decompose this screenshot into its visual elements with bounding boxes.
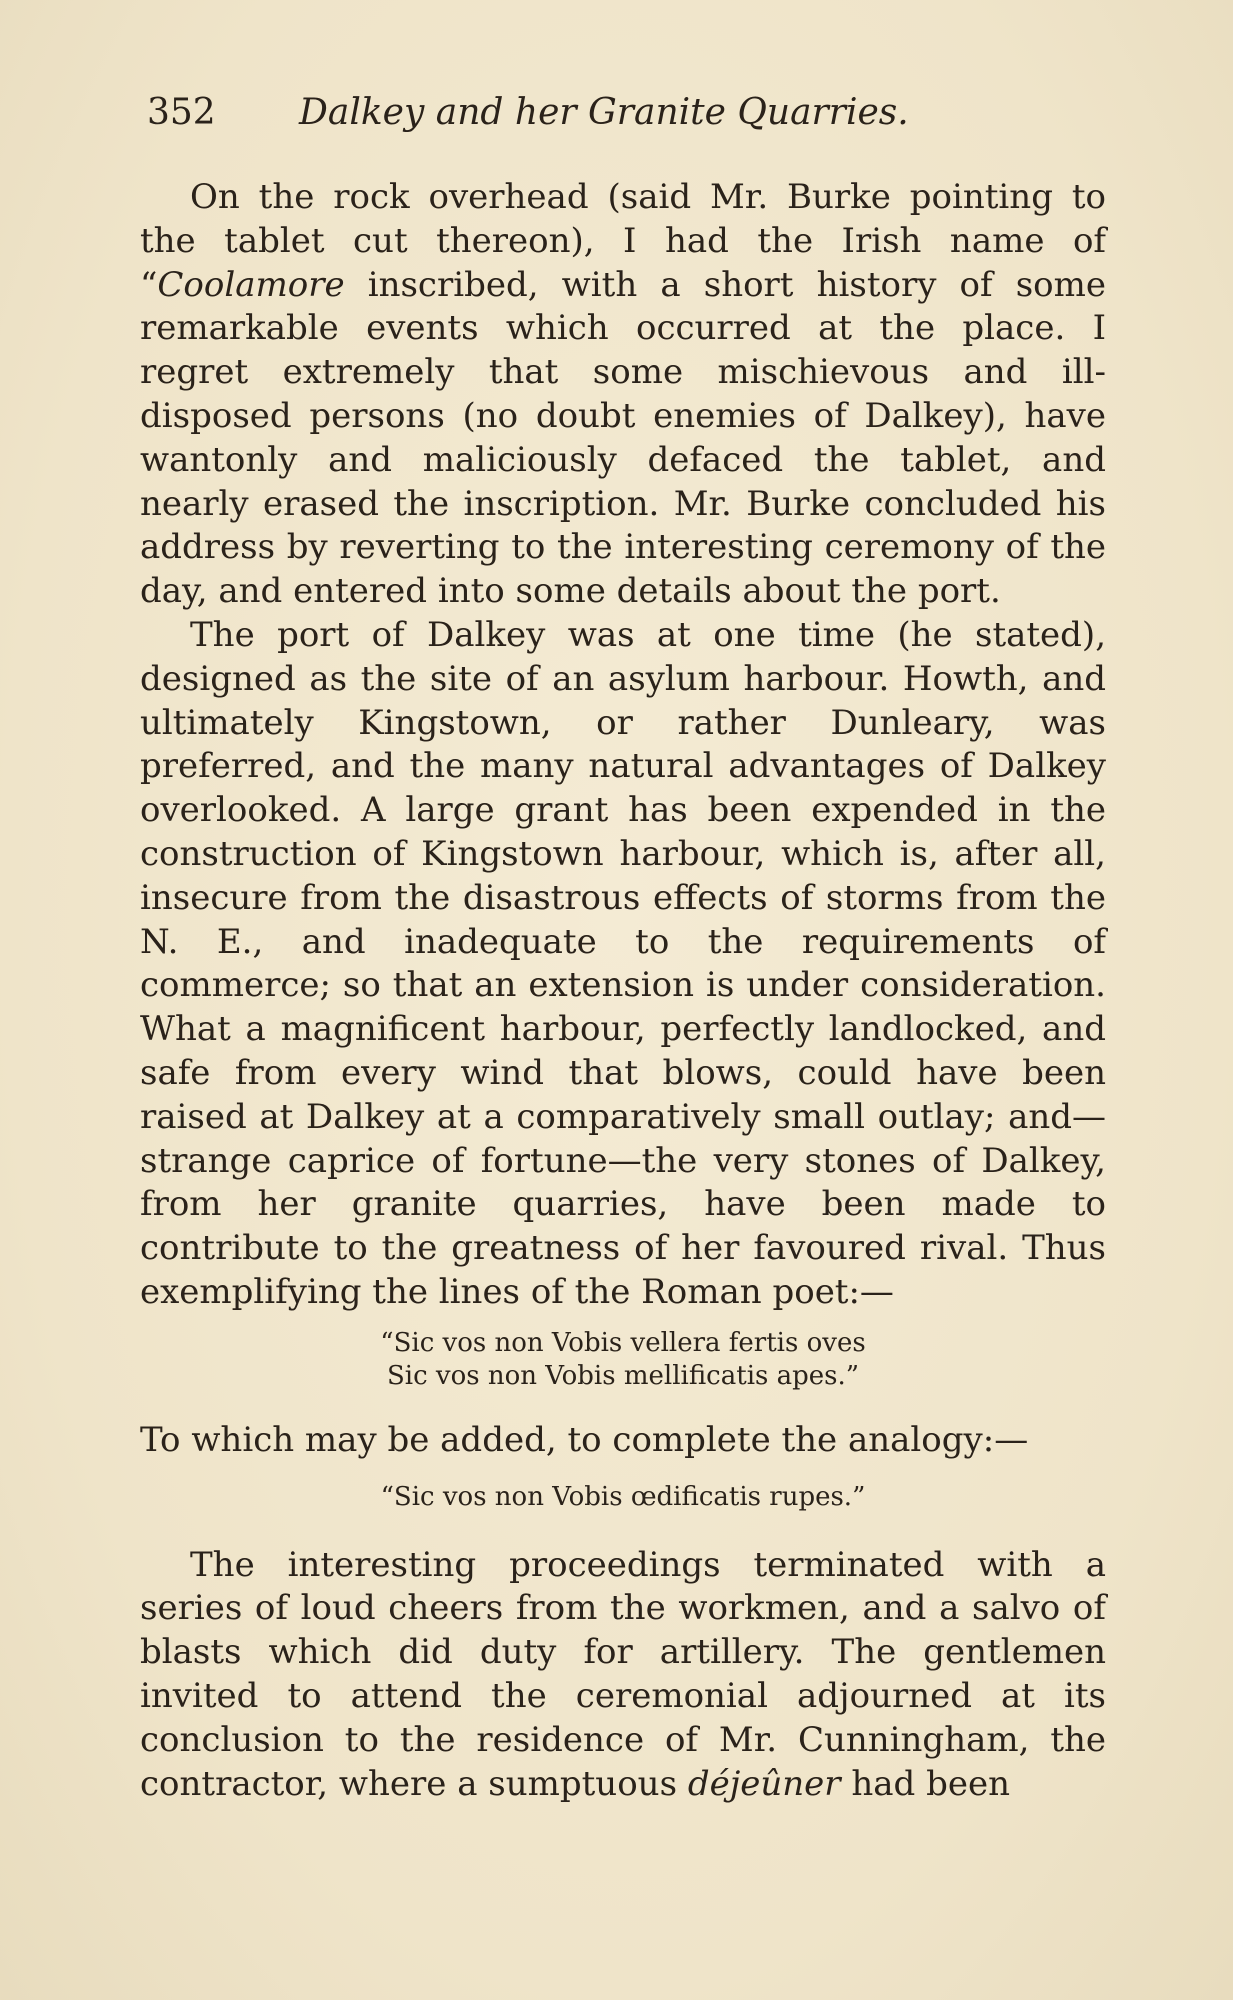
paragraph-text: The interesting proceedings terminated with a series of loud cheers from the workmen, and a salvo of blasts which did duty for artillery. The gentlemen invited to attend the ceremonial adjourned at its conclusion to the residence of Mr. Cunningham, the contractor, where a sumptuous (140, 1544, 1106, 1804)
paragraph-text: had been (840, 1763, 1010, 1804)
verse-line: “Sic vos non Vobis œdificatis rupes.” (380, 1481, 866, 1512)
italic-word: déjeûner (687, 1763, 841, 1804)
paragraph-coolamore (140, 176, 1106, 614)
verse-line: “Sic vos non Vobis vellera fertis oves (380, 1327, 866, 1358)
paragraph-proceedings (140, 1544, 1106, 1807)
analogy-line: To which may be added, to complete the analogy:— (140, 1419, 1029, 1460)
body-text (140, 176, 1106, 1806)
page-header (147, 88, 1087, 138)
italic-word: Coolamore (157, 264, 345, 305)
page-number: 352 (147, 92, 216, 133)
running-title: Dalkey and her Granite Quarries. (299, 92, 909, 133)
paragraph-text: inscribed, with a short history of some remarkable events which occurred at the place. I regret extremely that some mischievous and ill-disposed persons (no doubt enemies of Dalkey), have wantonly and maliciously defaced the tablet, and nearly erased the inscription. Mr. Burke concluded his address by reverting to the interesting ceremony of the day, and entered into some details about the port. (140, 264, 1106, 612)
paragraph-port: The port of Dalkey was at one time (he stated), designed as the site of an asylum harbour. Howth, and ultimately Kingstown, or rather Dunleary, was preferred, and the many natural advantages of Dalkey overlooked. A large grant has been expended in the construction of Kingstown harbour, which is, after all, insecure from the disastrous effects of storms from the N. E., and inadequate to the requirements of commerce; so that an extension is under consideration. What a magnificent harbour, perfectly landlocked, and safe from every wind that blows, could have been raised at Dalkey at a comparatively small outlay; and—strange caprice of fortune—the very stones of Dalkey, from her granite quarries, have been made to contribute to the greatness of her favoured rival. Thus exemplifying the lines of the Roman poet:— (140, 614, 1106, 1312)
verse-line: Sic vos non Vobis mellificatis apes.” (386, 1360, 860, 1391)
paragraph-text: On the rock overhead (said Mr. Burke pointing to the tablet cut thereon), I had the Irish name of “ (140, 177, 1106, 305)
